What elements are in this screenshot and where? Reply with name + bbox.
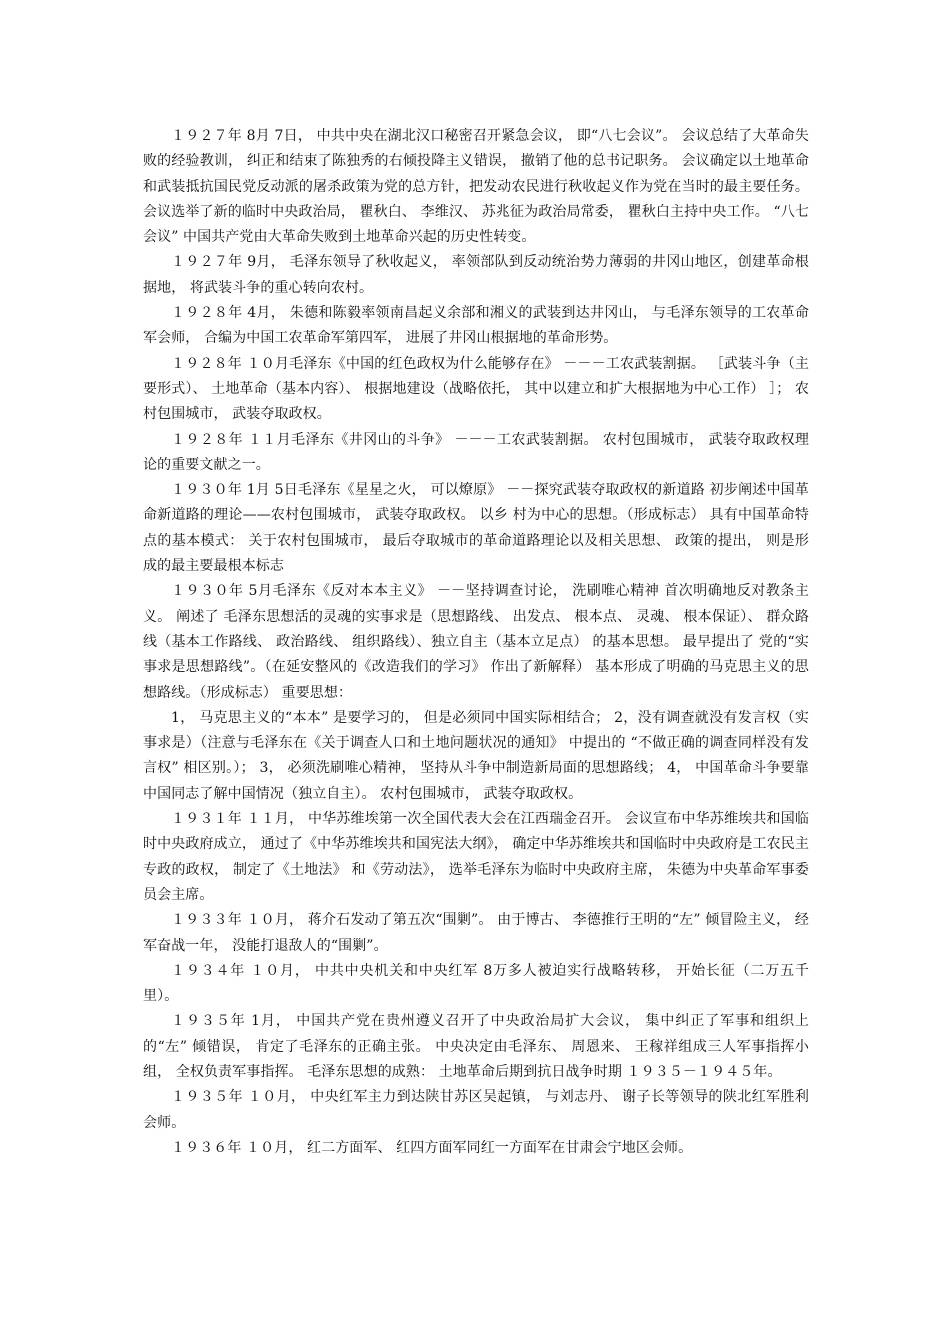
paragraph-1928-04: １９２８年 4月， 朱德和陈毅率领南昌起义余部和湘义的武装到达井冈山， 与毛泽东领导的工农革命军会师， 合编为中国工农革命军第四军， 进展了井冈山根据地的革命形势。 xyxy=(143,305,809,347)
paragraph-1935-10: １９３５年 １０月， 中央红军主力到达陕甘苏区吴起镇， 与刘志丹、 谢子长等领导的陕北红军胜利会师。 xyxy=(143,1089,809,1131)
paragraph-1933-10: １９３３年 １０月， 蒋介石发动了第五次“围剿”。 由于博古、 李德推行王明的“左” 倾冒险主义， 经军奋战一年， 没能打退敌人的“围剿”。 xyxy=(143,912,809,954)
paragraph-1936-10: １９３６年 １０月， 红二方面军、 红四方面军同红一方面军在甘肃会宁地区会师。 xyxy=(171,1139,693,1156)
paragraph-1927-08: １９２７年 8月 7日， 中共中央在湖北汉口秘密召开紧急会议， 即“八七会议”。 会议总结了大革命失败的经验教训， 纠正和结束了陈独秀的右倾投降主义错误， 撤销了他的总书记职务。 会议确定以土地革命和武装抵抗国民党反动派的屠杀政策为党的总方针，把发动农民进行秋收起义作为党在当时的最主要任务。 会议选举了新的临时中央政治局， 瞿秋白、 李维汉、 苏兆征为政治局常委， 瞿秋白主持中央工作。 “八七会议” 中国共产党由大革命失败到土地革命兴起的历史性转变。 xyxy=(143,128,809,246)
paragraph-1931-11: １９３１年 １１月， 中华苏维埃第一次全国代表大会在江西瑞金召开。 会议宣布中华苏维埃共和国临时中央政府成立， 通过了《中华苏维埃共和国宪法大纲》， 确定中华苏维埃共和国临时中央政府是工农民主专政的政权， 制定了《土地法》 和《劳动法》， 选举毛泽东为临时中央政府主席， 朱德为中央革命军事委员会主席。 xyxy=(143,811,809,903)
paragraph-1930-05: １９３０年 5月毛泽东《反对本本主义》 －－坚持调查讨论， 洗刷唯心精神 首次明确地反对教条主义。 阐述了 毛泽东思想活的灵魂的实事求是（思想路线、 出发点、 根本点、 灵魂、 根本保证）、 群众路线（基本工作路线、 政治路线、 组织路线）、独立自主（基本立足点） 的基本思想。 最早提出了 党的“实事求是思想路线”。（在延安整风的《改造我们的学习》 作出了新解释） 基本形成了明确的马克思主义的思想路线。（形成标志） 重要思想： xyxy=(143,583,809,701)
paragraph-key-ideas: 1， 马克思主义的“本本” 是要学习的， 但是必须同中国实际相结合； 2，没有调查就没有发言权（实事求是）（注意与毛泽东在《关于调查人口和土地问题状况的通知》 中提出的 “不做正确的调查同样没有发言权” 相区别。）； 3， 必须洗刷唯心精神， 坚持从斗争中制造新局面的思想路线； 4， 中国革命斗争要靠中国同志了解中国情况（独立自主）。 农村包围城市， 武装夺取政权。 xyxy=(143,709,809,802)
paragraph-1928-11: １９２８年 １１月毛泽东《井冈山的斗争》 －－－工农武装割据。 农村包围城市， 武装夺取政权理论的重要文献之一。 xyxy=(143,431,809,473)
paragraph-1928-10: １９２８年 １０月毛泽东《中国的红色政权为什么能够存在》 －－－工农武装割据。 ［武装斗争（主要形式）、 土地革命（基本内容）、 根据地建设（战略依托， 其中以建立和扩大根据地为中心工作） ］； 农村包围城市， 武装夺取政权。 xyxy=(143,355,809,423)
paragraph-1934-10: １９３４年 １０月， 中共中央机关和中央红军 8万多人被迫实行战略转移， 开始长征（二万五千里）。 xyxy=(143,962,809,1005)
document-body xyxy=(143,124,809,1161)
paragraph-1935-01: １９３５年 1月， 中国共产党在贵州遵义召开了中央政治局扩大会议， 集中纠正了军事和组织上的“左” 倾错误， 肯定了毛泽东的正确主张。 中央决定由毛泽东、 周恩来、 王稼祥组成三人军事指挥小组， 全权负责军事指挥。 毛泽东思想的成熟： 土地革命后期到抗日战争时期 １９３５－１９４５年。 xyxy=(143,1013,809,1080)
paragraph-1930-01: １９３０年 1月 5日毛泽东《星星之火， 可以燎原》 －－探究武装夺取政权的新道路 初步阐述中国革命新道路的理论——农村包围城市， 武装夺取政权。 以乡 村为中心的思想。（形成标志） 具有中国革命特点的基本模式： 关于农村包围城市， 最后夺取城市的革命道路理论以及相关思想、 政策的提出， 则是形成的最主要最根本标志 xyxy=(143,482,809,575)
paragraph-1927-09: １９２７年 9月， 毛泽东领导了秋收起义， 率领部队到反动统治势力薄弱的井冈山地区，创建革命根据地， 将武装斗争的重心转向农村。 xyxy=(143,254,809,296)
